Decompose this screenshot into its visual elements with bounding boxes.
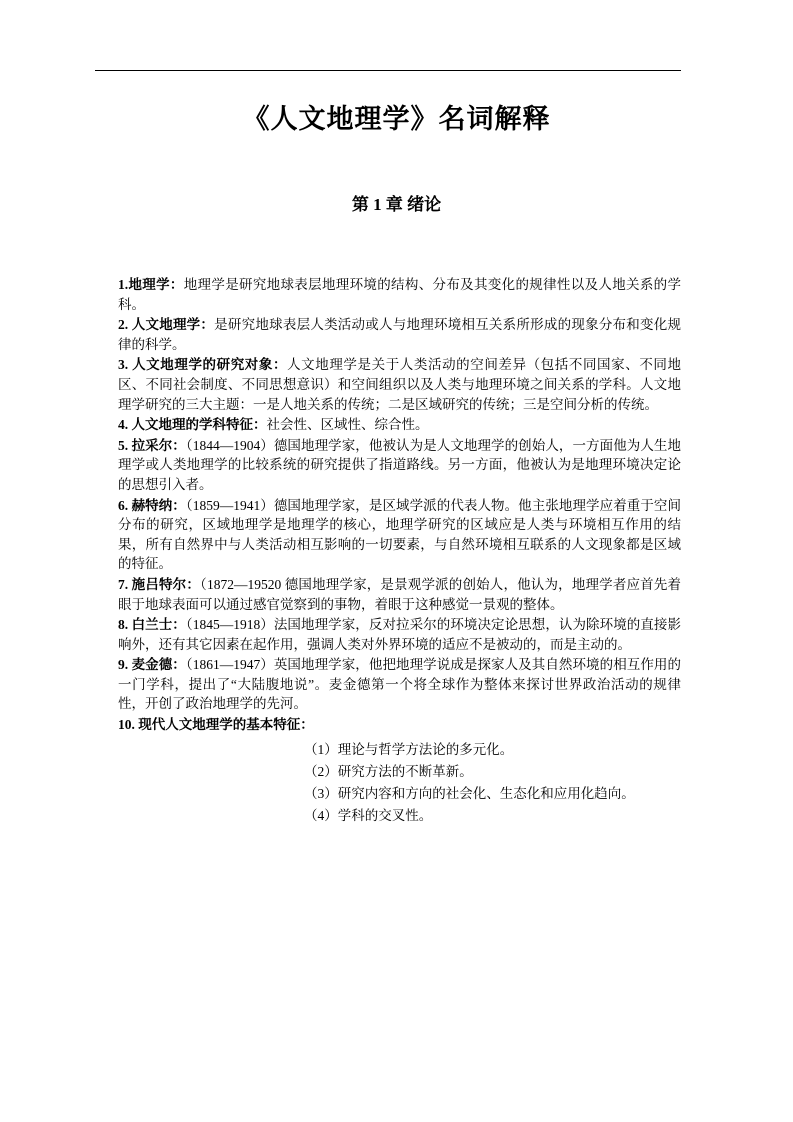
term-label: 2. 人文地理学： (118, 317, 215, 333)
feature-item: （3）研究内容和方向的社会化、生态化和应用化趋向。 (304, 785, 635, 801)
term-label: 9. 麦金德： (118, 657, 186, 673)
definition-text: （1845—1918）法国地理学家，反对拉采尔的环境决定论思想，认为除环境的直接影响外，还有其它因素在起作用，强调人类对外界环境的适应不是被动的，而是主动的。 (118, 617, 682, 652)
chapter-heading: 第 1 章 绪论 (351, 195, 442, 214)
term-label: 4. 人文地理的学科特征： (118, 417, 267, 433)
term-label: 6. 赫特纳： (118, 497, 186, 513)
document-title: 《人文地理学》名词解释 (242, 104, 551, 134)
definition-entry (118, 355, 681, 414)
definition-text: 社会性、区域性、综合性。 (266, 417, 429, 433)
definition-entry (118, 655, 681, 714)
feature-list (118, 739, 681, 827)
definition-text: 是研究地球表层人类活动或人与地理环境相互关系所形成的现象分布和变化规律的科学。 (118, 317, 682, 352)
definition-entry (118, 615, 681, 654)
feature-item: （4）学科的交叉性。 (304, 807, 433, 823)
definition-text: 人文地理学是关于人类活动的空间差异（包括不同国家、不同地区、不同社会制度、不同思想意识）和空间组织以及人类与地理环境之间关系的学科。人文地理学研究的三大主题：一是人地关系的传统；二是区域研究的传统；三是空间分析的传统。 (118, 357, 682, 412)
definition-entry (118, 575, 681, 614)
feature-item: （2）研究方法的不断革新。 (304, 763, 473, 779)
definition-text: 地理学是研究地球表层地理环境的结构、分布及其变化的规律性以及人地关系的学科。 (118, 277, 681, 312)
definition-entry (118, 415, 681, 435)
top-divider (95, 70, 681, 71)
term-label: 3. 人文地理学的研究对象： (118, 357, 288, 373)
definition-list (118, 275, 681, 827)
definition-text: （1859—1941）德国地理学家，是区域学派的代表人物。他主张地理学应着重于空间分布的研究，区域地理学是地理学的核心，地理学研究的区域应是人类与环境相互作用的结果，所有自然界中与人类活动相互影响的一切要素，与自然环境相互联系的人文现象都是区域的特征。 (118, 497, 682, 572)
definition-text: （1872—19520 德国地理学家，是景观学派的创始人，他认为，地理学者应首先着眼于地球表面可以通过感官觉察到的事物，着眼于这种感觉一景观的整体。 (118, 576, 682, 612)
definition-entry (118, 715, 681, 735)
definition-entry (118, 315, 681, 354)
term-label: 8. 白兰士： (118, 617, 186, 633)
term-label: 5. 拉采尔： (118, 437, 186, 453)
definition-entry (118, 436, 681, 495)
definition-text: （1861—1947）英国地理学家，他把地理学说成是探家人及其自然环境的相互作用的一门学科，提出了“大陆腹地说”。麦金德第一个将全球作为整体来探讨世界政治活动的规律性，开创了政治地理学的先河。 (118, 657, 682, 712)
term-label: 7. 施吕特尔： (118, 576, 201, 592)
feature-item: （1）理论与哲学方法论的多元化。 (304, 741, 514, 757)
definition-entry (118, 496, 681, 574)
definition-entry (118, 275, 681, 314)
definition-text: （1844—1904）德国地理学家，他被认为是人文地理学的创始人，一方面他为人生地理学或人类地理学的比较系统的研究提供了指道路线。另一方面，他被认为是地理环境决定论的思想引入者。 (118, 437, 682, 492)
term-label: 1.地理学： (118, 277, 184, 292)
term-label: 10. 现代人文地理学的基本特征： (118, 717, 314, 733)
